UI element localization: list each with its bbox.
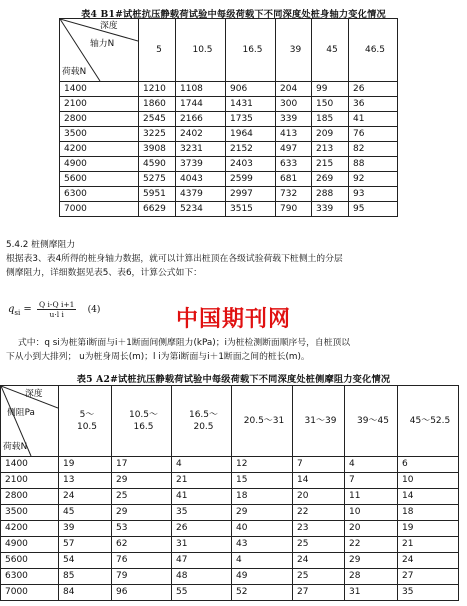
value-cell: 2545 <box>139 112 176 127</box>
value-cell: 19 <box>59 457 112 473</box>
table5-row <box>1 537 459 553</box>
value-cell: 3908 <box>139 142 176 157</box>
value-cell: 6 <box>398 457 459 473</box>
table4-corner-depth: 深度 <box>100 21 118 31</box>
value-cell: 53 <box>112 521 172 537</box>
value-cell: 28 <box>345 569 398 585</box>
value-cell: 85 <box>59 569 112 585</box>
value-cell: 2997 <box>226 187 276 202</box>
table5-range-header <box>172 386 232 457</box>
value-cell: 39 <box>59 521 112 537</box>
value-cell: 4590 <box>139 157 176 172</box>
formula-numerator: Q i-Q i+1 <box>39 300 75 309</box>
value-cell: 185 <box>312 112 349 127</box>
table5-row <box>1 521 459 537</box>
value-cell: 84 <box>59 585 112 601</box>
value-cell: 29 <box>112 505 172 521</box>
load-cell: 2800 <box>1 489 59 505</box>
value-cell: 25 <box>112 489 172 505</box>
value-cell: 20 <box>345 521 398 537</box>
table4-row <box>60 97 398 112</box>
value-cell: 27 <box>398 569 459 585</box>
value-cell: 4 <box>232 553 293 569</box>
value-cell: 49 <box>232 569 293 585</box>
value-cell: 2403 <box>226 157 276 172</box>
load-cell: 5600 <box>60 172 139 187</box>
table5-row <box>1 473 459 489</box>
value-cell: 23 <box>293 521 345 537</box>
value-cell: 633 <box>276 157 312 172</box>
section-heading: 5.4.2 桩侧摩阻力 <box>6 240 76 250</box>
range-line: 16.5 <box>133 422 154 432</box>
value-cell: 10 <box>398 473 459 489</box>
value-cell: 82 <box>349 142 398 157</box>
value-cell: 11 <box>345 489 398 505</box>
value-cell: 12 <box>232 457 293 473</box>
value-cell: 41 <box>172 489 232 505</box>
table4-row <box>60 202 398 217</box>
value-cell: 14 <box>293 473 345 489</box>
value-cell: 93 <box>349 187 398 202</box>
value-cell: 4379 <box>176 187 226 202</box>
value-cell: 20 <box>293 489 345 505</box>
table5-header-row <box>1 386 459 457</box>
value-cell: 3515 <box>226 202 276 217</box>
paragraph-line: 侧摩阻力，详细数据见表5、表6，计算公式如下： <box>6 268 202 278</box>
value-cell: 55 <box>172 585 232 601</box>
value-cell: 31 <box>172 537 232 553</box>
table5-title: 表5 A2#试桩抗压静载荷试验中每级荷载下不同深度处桩侧摩阻力变化情况 <box>76 374 391 385</box>
load-cell: 4200 <box>1 521 59 537</box>
load-cell: 4900 <box>1 537 59 553</box>
table5-corner-depth: 深度 <box>25 389 43 399</box>
value-cell: 35 <box>172 505 232 521</box>
value-cell: 5951 <box>139 187 176 202</box>
table4-row <box>60 157 398 172</box>
value-cell: 4 <box>345 457 398 473</box>
value-cell: 732 <box>276 187 312 202</box>
value-cell: 213 <box>312 142 349 157</box>
value-cell: 790 <box>276 202 312 217</box>
value-cell: 1964 <box>226 127 276 142</box>
table4-depth-header: 5 <box>139 19 176 82</box>
table5-row <box>1 569 459 585</box>
value-cell: 3225 <box>139 127 176 142</box>
table5 <box>0 385 459 601</box>
load-cell: 4200 <box>60 142 139 157</box>
table5-row <box>1 457 459 473</box>
load-cell: 7000 <box>60 202 139 217</box>
table4-header-row <box>60 19 398 82</box>
value-cell: 21 <box>172 473 232 489</box>
table5-corner-load: 荷载N <box>3 442 28 452</box>
value-cell: 3231 <box>176 142 226 157</box>
value-cell: 15 <box>232 473 293 489</box>
value-cell: 92 <box>349 172 398 187</box>
value-cell: 1431 <box>226 97 276 112</box>
formula-equals: = <box>20 304 35 315</box>
load-cell: 6300 <box>1 569 59 585</box>
value-cell: 2402 <box>176 127 226 142</box>
value-cell: 1744 <box>176 97 226 112</box>
value-cell: 27 <box>293 585 345 601</box>
table5-corner-cell <box>1 386 59 457</box>
value-cell: 76 <box>112 553 172 569</box>
formula-denominator: u·l i <box>49 310 64 319</box>
value-cell: 76 <box>349 127 398 142</box>
table5-range-header <box>59 386 112 457</box>
load-cell: 6300 <box>60 187 139 202</box>
value-cell: 4 <box>172 457 232 473</box>
load-cell: 2800 <box>60 112 139 127</box>
value-cell: 88 <box>349 157 398 172</box>
formula-fraction <box>37 300 76 319</box>
value-cell: 31 <box>345 585 398 601</box>
table5-range-header: 20.5～31 <box>232 386 293 457</box>
table4-depth-header: 16.5 <box>226 19 276 82</box>
watermark: 中国期刊网 <box>176 307 292 332</box>
table4-row <box>60 82 398 97</box>
value-cell: 40 <box>232 521 293 537</box>
table4-row <box>60 187 398 202</box>
value-cell: 29 <box>112 473 172 489</box>
table4 <box>59 18 398 217</box>
value-cell: 215 <box>312 157 349 172</box>
value-cell: 4043 <box>176 172 226 187</box>
value-cell: 497 <box>276 142 312 157</box>
table5-row <box>1 505 459 521</box>
value-cell: 1108 <box>176 82 226 97</box>
value-cell: 25 <box>293 537 345 553</box>
value-cell: 300 <box>276 97 312 112</box>
value-cell: 18 <box>232 489 293 505</box>
value-cell: 5234 <box>176 202 226 217</box>
value-cell: 1210 <box>139 82 176 97</box>
table5-row <box>1 553 459 569</box>
table4-row <box>60 127 398 142</box>
table4-title: 表4 B1#试桩抗压静载荷试验中每级荷载下不同深度处桩身轴力变化情况 <box>81 9 386 20</box>
table5-range-header: 45～52.5 <box>398 386 459 457</box>
table4-row <box>60 142 398 157</box>
formula-4 <box>8 300 100 319</box>
value-cell: 413 <box>276 127 312 142</box>
value-cell: 269 <box>312 172 349 187</box>
value-cell: 47 <box>172 553 232 569</box>
value-cell: 2152 <box>226 142 276 157</box>
value-cell: 96 <box>112 585 172 601</box>
load-cell: 5600 <box>1 553 59 569</box>
table4-depth-header: 39 <box>276 19 312 82</box>
value-cell: 150 <box>312 97 349 112</box>
load-cell: 1400 <box>1 457 59 473</box>
table4-depth-header: 10.5 <box>176 19 226 82</box>
value-cell: 1735 <box>226 112 276 127</box>
value-cell: 48 <box>172 569 232 585</box>
value-cell: 10 <box>345 505 398 521</box>
value-cell: 2599 <box>226 172 276 187</box>
range-line: 16.5～ <box>188 410 219 420</box>
table4-depth-header: 45 <box>312 19 349 82</box>
value-cell: 14 <box>398 489 459 505</box>
value-cell: 906 <box>226 82 276 97</box>
value-cell: 13 <box>59 473 112 489</box>
table4-corner-axial: 轴力N <box>90 39 115 49</box>
value-cell: 45 <box>59 505 112 521</box>
value-cell: 57 <box>59 537 112 553</box>
value-cell: 18 <box>398 505 459 521</box>
value-cell: 288 <box>312 187 349 202</box>
value-cell: 19 <box>398 521 459 537</box>
range-line: 5～ <box>79 410 95 420</box>
value-cell: 3739 <box>176 157 226 172</box>
table5-corner-side: 侧阻Pa <box>7 408 35 418</box>
value-cell: 1860 <box>139 97 176 112</box>
value-cell: 35 <box>398 585 459 601</box>
table5-range-header: 31～39 <box>293 386 345 457</box>
value-cell: 24 <box>293 553 345 569</box>
value-cell: 26 <box>349 82 398 97</box>
range-line: 10.5 <box>76 422 98 432</box>
value-cell: 62 <box>112 537 172 553</box>
formula-number: (4) <box>87 305 101 315</box>
value-cell: 29 <box>345 553 398 569</box>
value-cell: 25 <box>293 569 345 585</box>
table5-range-header <box>112 386 172 457</box>
value-cell: 17 <box>112 457 172 473</box>
table5-range-header: 39～45 <box>345 386 398 457</box>
value-cell: 339 <box>312 202 349 217</box>
paragraph-line: 下从小到大排列； u为桩身周长(m)；l i为第i断面与i＋1断面之间的桩长(m)。 <box>6 352 310 362</box>
paragraph-line: 根据表3、表4所得的桩身轴力数据，就可以计算出桩顶在各级试验荷载下桩侧土的分层 <box>6 254 343 264</box>
value-cell: 54 <box>59 553 112 569</box>
value-cell: 681 <box>276 172 312 187</box>
value-cell: 52 <box>232 585 293 601</box>
table4-depth-header: 46.5 <box>349 19 398 82</box>
load-cell: 2100 <box>60 97 139 112</box>
load-cell: 3500 <box>60 127 139 142</box>
load-cell: 2100 <box>1 473 59 489</box>
value-cell: 21 <box>398 537 459 553</box>
value-cell: 2166 <box>176 112 226 127</box>
load-cell: 3500 <box>1 505 59 521</box>
value-cell: 99 <box>312 82 349 97</box>
value-cell: 6629 <box>139 202 176 217</box>
value-cell: 5275 <box>139 172 176 187</box>
value-cell: 79 <box>112 569 172 585</box>
value-cell: 7 <box>293 457 345 473</box>
table4-corner-load: 荷载N <box>62 67 87 77</box>
table4-row <box>60 112 398 127</box>
value-cell: 22 <box>345 537 398 553</box>
value-cell: 95 <box>349 202 398 217</box>
table4-row <box>60 172 398 187</box>
formula-lhs-subscript: si <box>14 309 21 317</box>
value-cell: 204 <box>276 82 312 97</box>
value-cell: 209 <box>312 127 349 142</box>
load-cell: 1400 <box>60 82 139 97</box>
value-cell: 24 <box>398 553 459 569</box>
paragraph-line: 式中：q si为桩第i断面与i＋1断面间侧摩阻力(kPa)；i为桩检测断面顺序号，自桩顶以 <box>18 338 351 348</box>
value-cell: 24 <box>59 489 112 505</box>
range-line: 10.5～ <box>128 410 159 420</box>
value-cell: 29 <box>232 505 293 521</box>
load-cell: 4900 <box>60 157 139 172</box>
load-cell: 7000 <box>1 585 59 601</box>
range-line: 20.5 <box>193 422 214 432</box>
value-cell: 36 <box>349 97 398 112</box>
value-cell: 339 <box>276 112 312 127</box>
formula-lhs: q <box>8 304 15 315</box>
value-cell: 26 <box>172 521 232 537</box>
value-cell: 7 <box>345 473 398 489</box>
value-cell: 22 <box>293 505 345 521</box>
value-cell: 41 <box>349 112 398 127</box>
table4-corner-cell <box>60 19 139 82</box>
value-cell: 43 <box>232 537 293 553</box>
table5-row <box>1 489 459 505</box>
table5-row <box>1 585 459 601</box>
